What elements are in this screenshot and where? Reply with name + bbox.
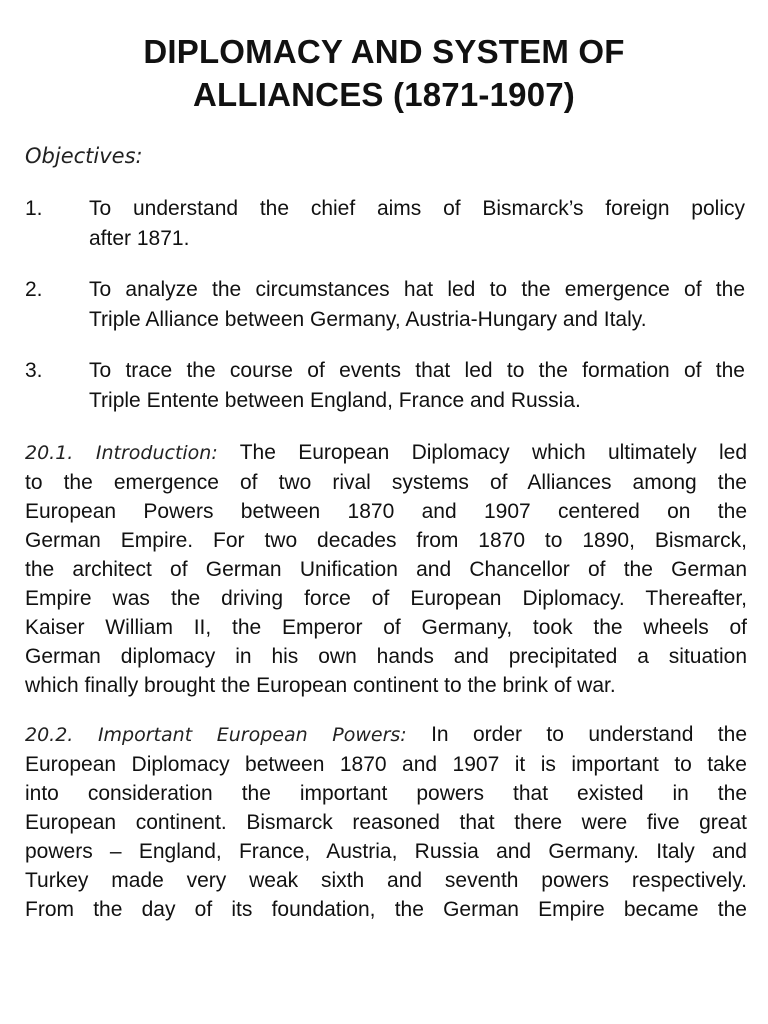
paragraph-line: Empire was the driving force of European Diplomacy. Thereafter, <box>25 587 747 610</box>
objectives-heading: Objectives: <box>25 144 143 168</box>
paragraph-line: German Empire. For two decades from 1870 to 1890, Bismarck, <box>25 529 747 552</box>
paragraph-text: In order to understand the <box>431 723 747 746</box>
paragraph-line <box>25 720 747 750</box>
paragraph-text: The European Diplomacy which ultimately led <box>239 441 747 464</box>
objective-line: To trace the course of events that led to the formation of the <box>89 359 745 382</box>
paragraph-line: into consideration the important powers that existed in the <box>25 782 747 805</box>
title-line-1: DIPLOMACY AND SYSTEM OF <box>143 33 625 70</box>
paragraph-line: to the emergence of two rival systems of Alliances among the <box>25 471 747 494</box>
objective-text <box>89 194 745 254</box>
section-heading: 20.1. Introduction: <box>25 442 218 464</box>
objective-number: 1. <box>25 197 43 220</box>
paragraph-line <box>25 438 747 468</box>
paragraph-line: powers – England, France, Austria, Russia and Germany. Italy and <box>25 840 747 863</box>
objective-text <box>89 275 745 335</box>
objective-text <box>89 356 745 416</box>
section-important-powers <box>25 720 747 924</box>
paragraph-line: From the day of its foundation, the German Empire became the <box>25 898 747 921</box>
section-introduction <box>25 438 747 700</box>
paragraph-line: European Powers between 1870 and 1907 centered on the <box>25 500 747 523</box>
paragraph-line: Kaiser William II, the Emperor of Germany, took the wheels of <box>25 616 747 639</box>
objective-line: Triple Alliance between Germany, Austria-Hungary and Italy. <box>89 308 647 331</box>
objective-line: after 1871. <box>89 227 190 250</box>
objective-number: 3. <box>25 359 43 382</box>
objective-line: Triple Entente between England, France and Russia. <box>89 389 581 412</box>
paragraph-line: which finally brought the European continent to the brink of war. <box>25 674 616 697</box>
title-line-2: ALLIANCES (1871-1907) <box>193 76 575 113</box>
paragraph-line: Turkey made very weak sixth and seventh powers respectively. <box>25 869 747 892</box>
paragraph-line: German diplomacy in his own hands and precipitated a situation <box>25 645 747 668</box>
paragraph-line: the architect of German Unification and Chancellor of the German <box>25 558 747 581</box>
paragraph-line: European continent. Bismarck reasoned that there were five great <box>25 811 747 834</box>
objective-number: 2. <box>25 278 43 301</box>
objective-line: To analyze the circumstances hat led to the emergence of the <box>89 278 745 301</box>
objective-line: To understand the chief aims of Bismarck’s foreign policy <box>89 197 745 220</box>
page-title <box>0 30 768 116</box>
paragraph-line: European Diplomacy between 1870 and 1907 it is important to take <box>25 753 747 776</box>
section-heading: 20.2. Important European Powers: <box>25 724 407 746</box>
